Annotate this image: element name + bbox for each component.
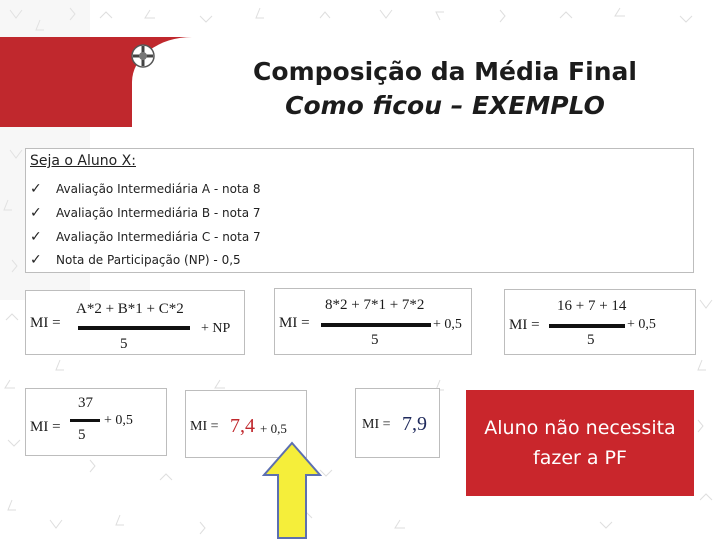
fraction-bar	[321, 323, 431, 327]
result-text: Aluno não necessita fazer a PF	[484, 417, 676, 469]
formula-lhs: MI =	[30, 419, 61, 435]
formula-numerator: 16 + 7 + 14	[557, 298, 627, 314]
page-subtitle: Como ficou – EXEMPLO	[285, 91, 605, 120]
formula-numerator: A*2 + B*1 + C*2	[76, 301, 184, 317]
formula-lhs: MI =	[30, 315, 61, 331]
formula-denominator: 5	[120, 336, 128, 352]
list-item-text: Avaliação Intermediária C - nota 7	[56, 230, 261, 244]
cross-emblem-icon	[130, 43, 156, 69]
student-info-box	[25, 148, 694, 273]
list-item	[30, 205, 261, 221]
formula-denominator: 5	[587, 332, 595, 348]
list-item-text: Avaliação Intermediária A - nota 8	[56, 182, 261, 196]
formula-substituted	[274, 288, 472, 355]
page-title: Composição da Média Final	[253, 57, 637, 86]
list-item	[30, 181, 260, 197]
checkmark-icon: ✓	[30, 181, 42, 197]
formula-products	[504, 289, 696, 355]
formula-lhs: MI =	[190, 419, 219, 434]
formula-tail: + 0,5	[104, 413, 133, 428]
formula-tail: + 0,5	[260, 421, 287, 436]
formula-value: 7,4	[230, 415, 255, 437]
up-arrow-icon	[262, 441, 322, 540]
formula-lhs: MI =	[362, 417, 391, 432]
formula-final-result	[355, 388, 440, 458]
formula-lhs: MI =	[279, 315, 310, 331]
checkmark-icon: ✓	[30, 229, 42, 245]
result-box	[466, 390, 694, 496]
list-item	[30, 229, 261, 245]
formula-value: 7,9	[402, 413, 427, 435]
formula-numerator: 37	[78, 395, 93, 411]
formula-sum	[25, 388, 167, 456]
formula-tail: + NP	[201, 321, 231, 336]
checkmark-icon: ✓	[30, 205, 42, 221]
formula-denominator: 5	[371, 332, 379, 348]
checkmark-icon: ✓	[30, 252, 42, 268]
formula-denominator: 5	[78, 427, 86, 443]
formula-lhs: MI =	[509, 317, 540, 333]
list-item-text: Avaliação Intermediária B - nota 7	[56, 206, 261, 220]
list-item-text: Nota de Participação (NP) - 0,5	[56, 253, 241, 267]
fraction-bar	[70, 419, 100, 422]
student-heading: Seja o Aluno X:	[30, 153, 136, 169]
formula-tail: + 0,5	[627, 317, 656, 332]
list-item	[30, 252, 241, 268]
formula-general	[25, 290, 245, 355]
formula-tail: + 0,5	[433, 317, 462, 332]
fraction-bar	[78, 326, 190, 330]
fraction-bar	[549, 324, 625, 328]
formula-numerator: 8*2 + 7*1 + 7*2	[325, 297, 425, 313]
